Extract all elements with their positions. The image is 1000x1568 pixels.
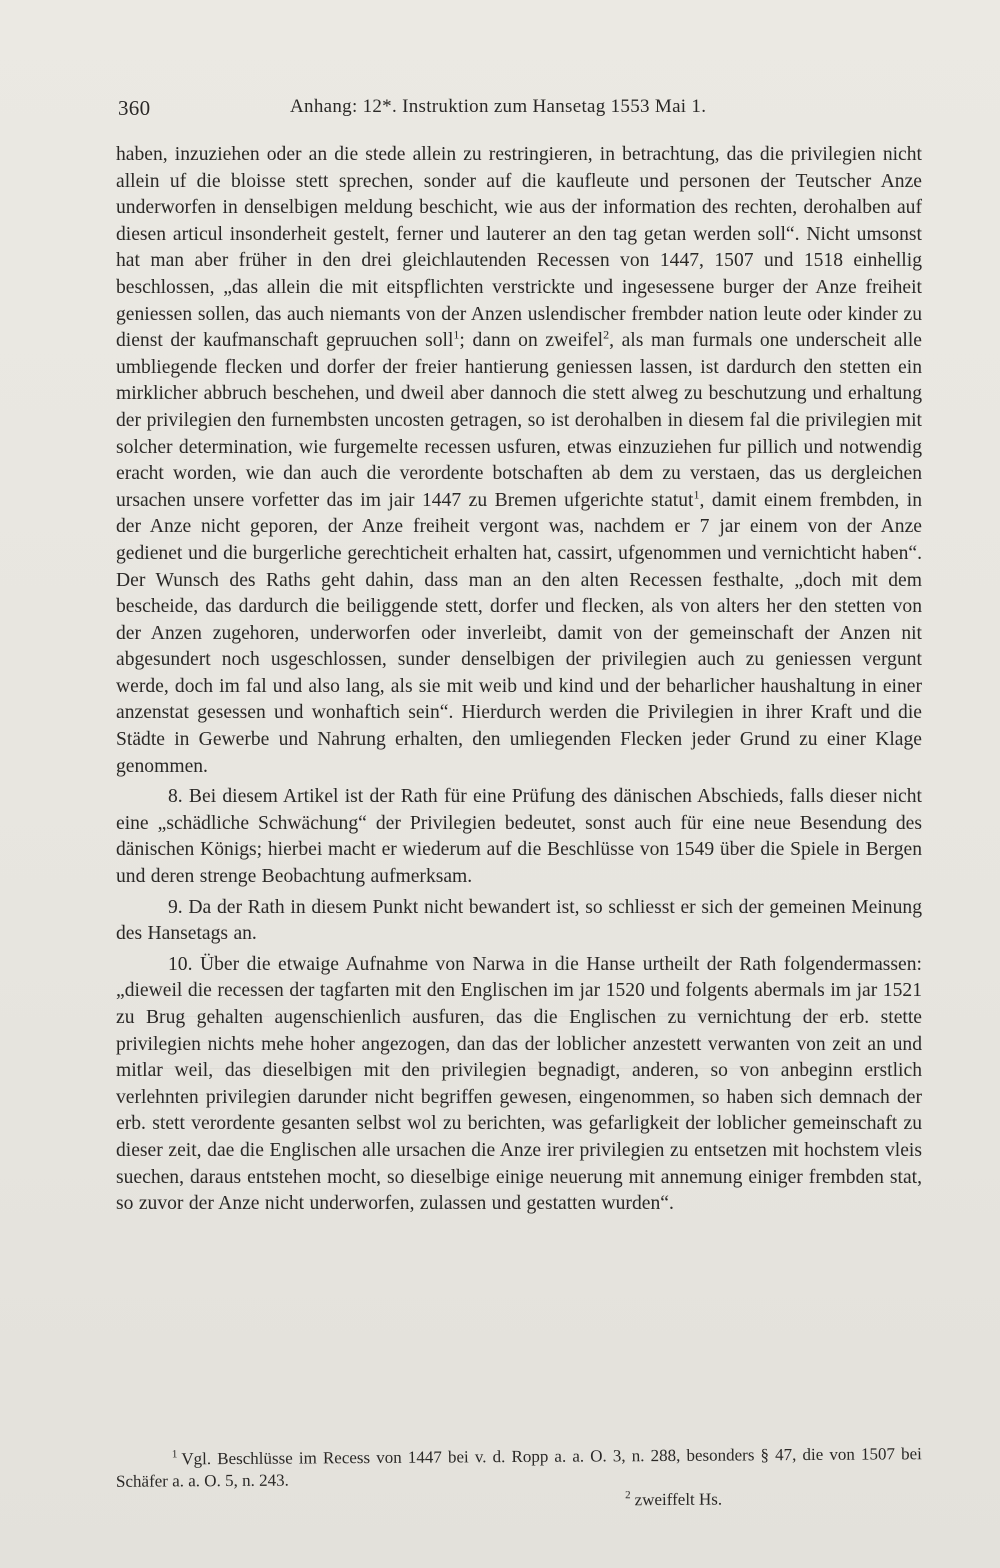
footnote-ref[interactable]: 2 [603,327,610,342]
paragraph-text: , als man furmals one underscheit alle umbliegende flecken und dorfer der freier hantierung geniessen lassen, ist dardurch den stetten ein mirklicher abbruch beschehen, und dweil aber dannoch die stett alweg zu beschutzung und erhaltung der privilegien den furnembsten uncosten getragen, so ist derohalben in diesem fal die privilegien mit solcher determination, wie furgemelte recessen usfuren, etwas einzuziehen fur pillich und notwendig eracht worden, wie dan auch die verordente botschaften ab dem zu verstaen, das us dergleichen ursachen unsere vorfetter das im jair 1447 zu Bremen ufgerichte statut [116,330,922,511]
footnote-mark: 1 [171,1448,178,1461]
footnotes [116,1443,922,1515]
footnote-text: zweiffelt Hs. [634,1489,723,1510]
footnote-ref[interactable]: 1 [693,487,700,502]
footnote-text: Vgl. Beschlüsse im Recess von 1447 bei v. d. Ropp a. a. O. 3, n. 288, besonders § 47, die von 1507 bei Schäfer a. a. O. 5, n. 243. [115,1444,922,1491]
section-9: 9. Da der Rath in diesem Punkt nicht bewandert ist, so schliesst er sich der gemeinen Meinung des Hansetags an. [116,896,922,945]
page-header [118,92,918,122]
paragraph-text: , damit einem frembden, in der Anze nicht geporen, der Anze freiheit vergont was, nachdem er 7 jar einem von der Anze gedienet und die burgerliche gerechticheit erhalten hat, cassirt, ufgenommen und vernichticht haben“. Der Wunsch des Raths geht dahin, dass man an den alten Recessen festhalte, „doch mit dem bescheide, das dardurch die beiliggende stett, dorfer und flecken, als von alters her den stetten von der Anzen zugehoren, underworfen oder inverleibt, damit von der gemeinschaft der Anzen nit abgesundert noch usgeschlossen, sunder denselbigen der privilegien auch zu geniessen vergunt werde, doch im fal und also lang, als sie mit weib und kind und der beharlicher haushaltung in einer anzenstat gesessen und wonhaftich sein“. Hierdurch werden die Privilegien in ihrer Kraft und die Städte in Gewerbe und Nahrung erhalten, den umliegenden Flecken jeder Grund zu einer Klage genommen. [116,489,923,777]
section-8: 8. Bei diesem Artikel ist der Rath für eine Prüfung des dänischen Abschieds, falls dieser nicht eine „schädliche Schwächung“ der Privilegien bedeutet, sonst auch für eine neue Besendung des dänischen Königs; hierbei macht er wiederum auf die Beschlüsse von 1549 über die Spiele in Bergen und deren strenge Beobachtung aufmerksam. [116,786,922,888]
paragraph-continuation [116,142,922,780]
body-text [116,142,922,1218]
footnote-mark: 2 [625,1489,631,1502]
section-10: 10. Über die etwaige Aufnahme von Narwa in die Hanse urtheilt der Rath folgendermassen: „dieweil die recessen der tagfarten mit den Englischen im jar 1520 und folgents abermals im jar 1521 zu Brug gehalten augenschienlich ausfuren, das die Englischen zu vernichtung der erb. stette privilegien nichts mehe hoher angezogen, dan das der loblicher anzestett verwanten von zeit an und mitlar weil, das dieselbigen mit den privilegien begnadigt, anderen, so von anbeginn erstlich verlehnten privilegien darunder nicht begriffen gewesen, eingenommen, so haben sich demnach der erb. stett verordente gesanten selbst wol zu berichten, was gefarligkeit der loblicher gemeinschaft zu dieser zeit, dae die Englischen alle ursachen die Anze irer privilegien zu entsetzen mit hochstem vleis suechen, daraus entstehen mocht, so dieselbige einige neuerung mit annemung einiger frembden stat, so zuvor der Anze nicht underworfen, zulassen und gestatten wurden“. [116,953,922,1215]
page-number: 360 [118,96,151,120]
paragraph-text: haben, inzuziehen oder an die stede allein zu restringieren, in betrachtung, das die privilegien nicht allein uf die bloisse stett sprechen, sonder auf die kaufleute und personen der Teutscher Anze underworfen in denselbigen meldung beschicht, wie aus der information des rechten, derohalben auf diesen articul insonderheit gestelt, ferner und lauterer an den tag getan werden soll“. Nicht umsonst hat man aber früher in den drei gleichlautenden Recessen von 1447, 1507 und 1518 einhellig beschlossen, „das allein die mit eitspflichten verstrickte und ingesessene burger der Anze freiheit geniessen sollen, das auch niemants von der Anzen uslendischer frembder nation leute oder kinder zu dienst der kaufmanschaft gepruuchen soll [116,144,922,352]
running-title: Anhang: 12*. Instruktion zum Hansetag 1553 Mai 1. [290,96,707,117]
footnote-ref[interactable]: 1 [453,327,460,342]
footnote-1 [116,1443,922,1493]
paragraph-text: ; dann on zweifel [459,330,604,352]
